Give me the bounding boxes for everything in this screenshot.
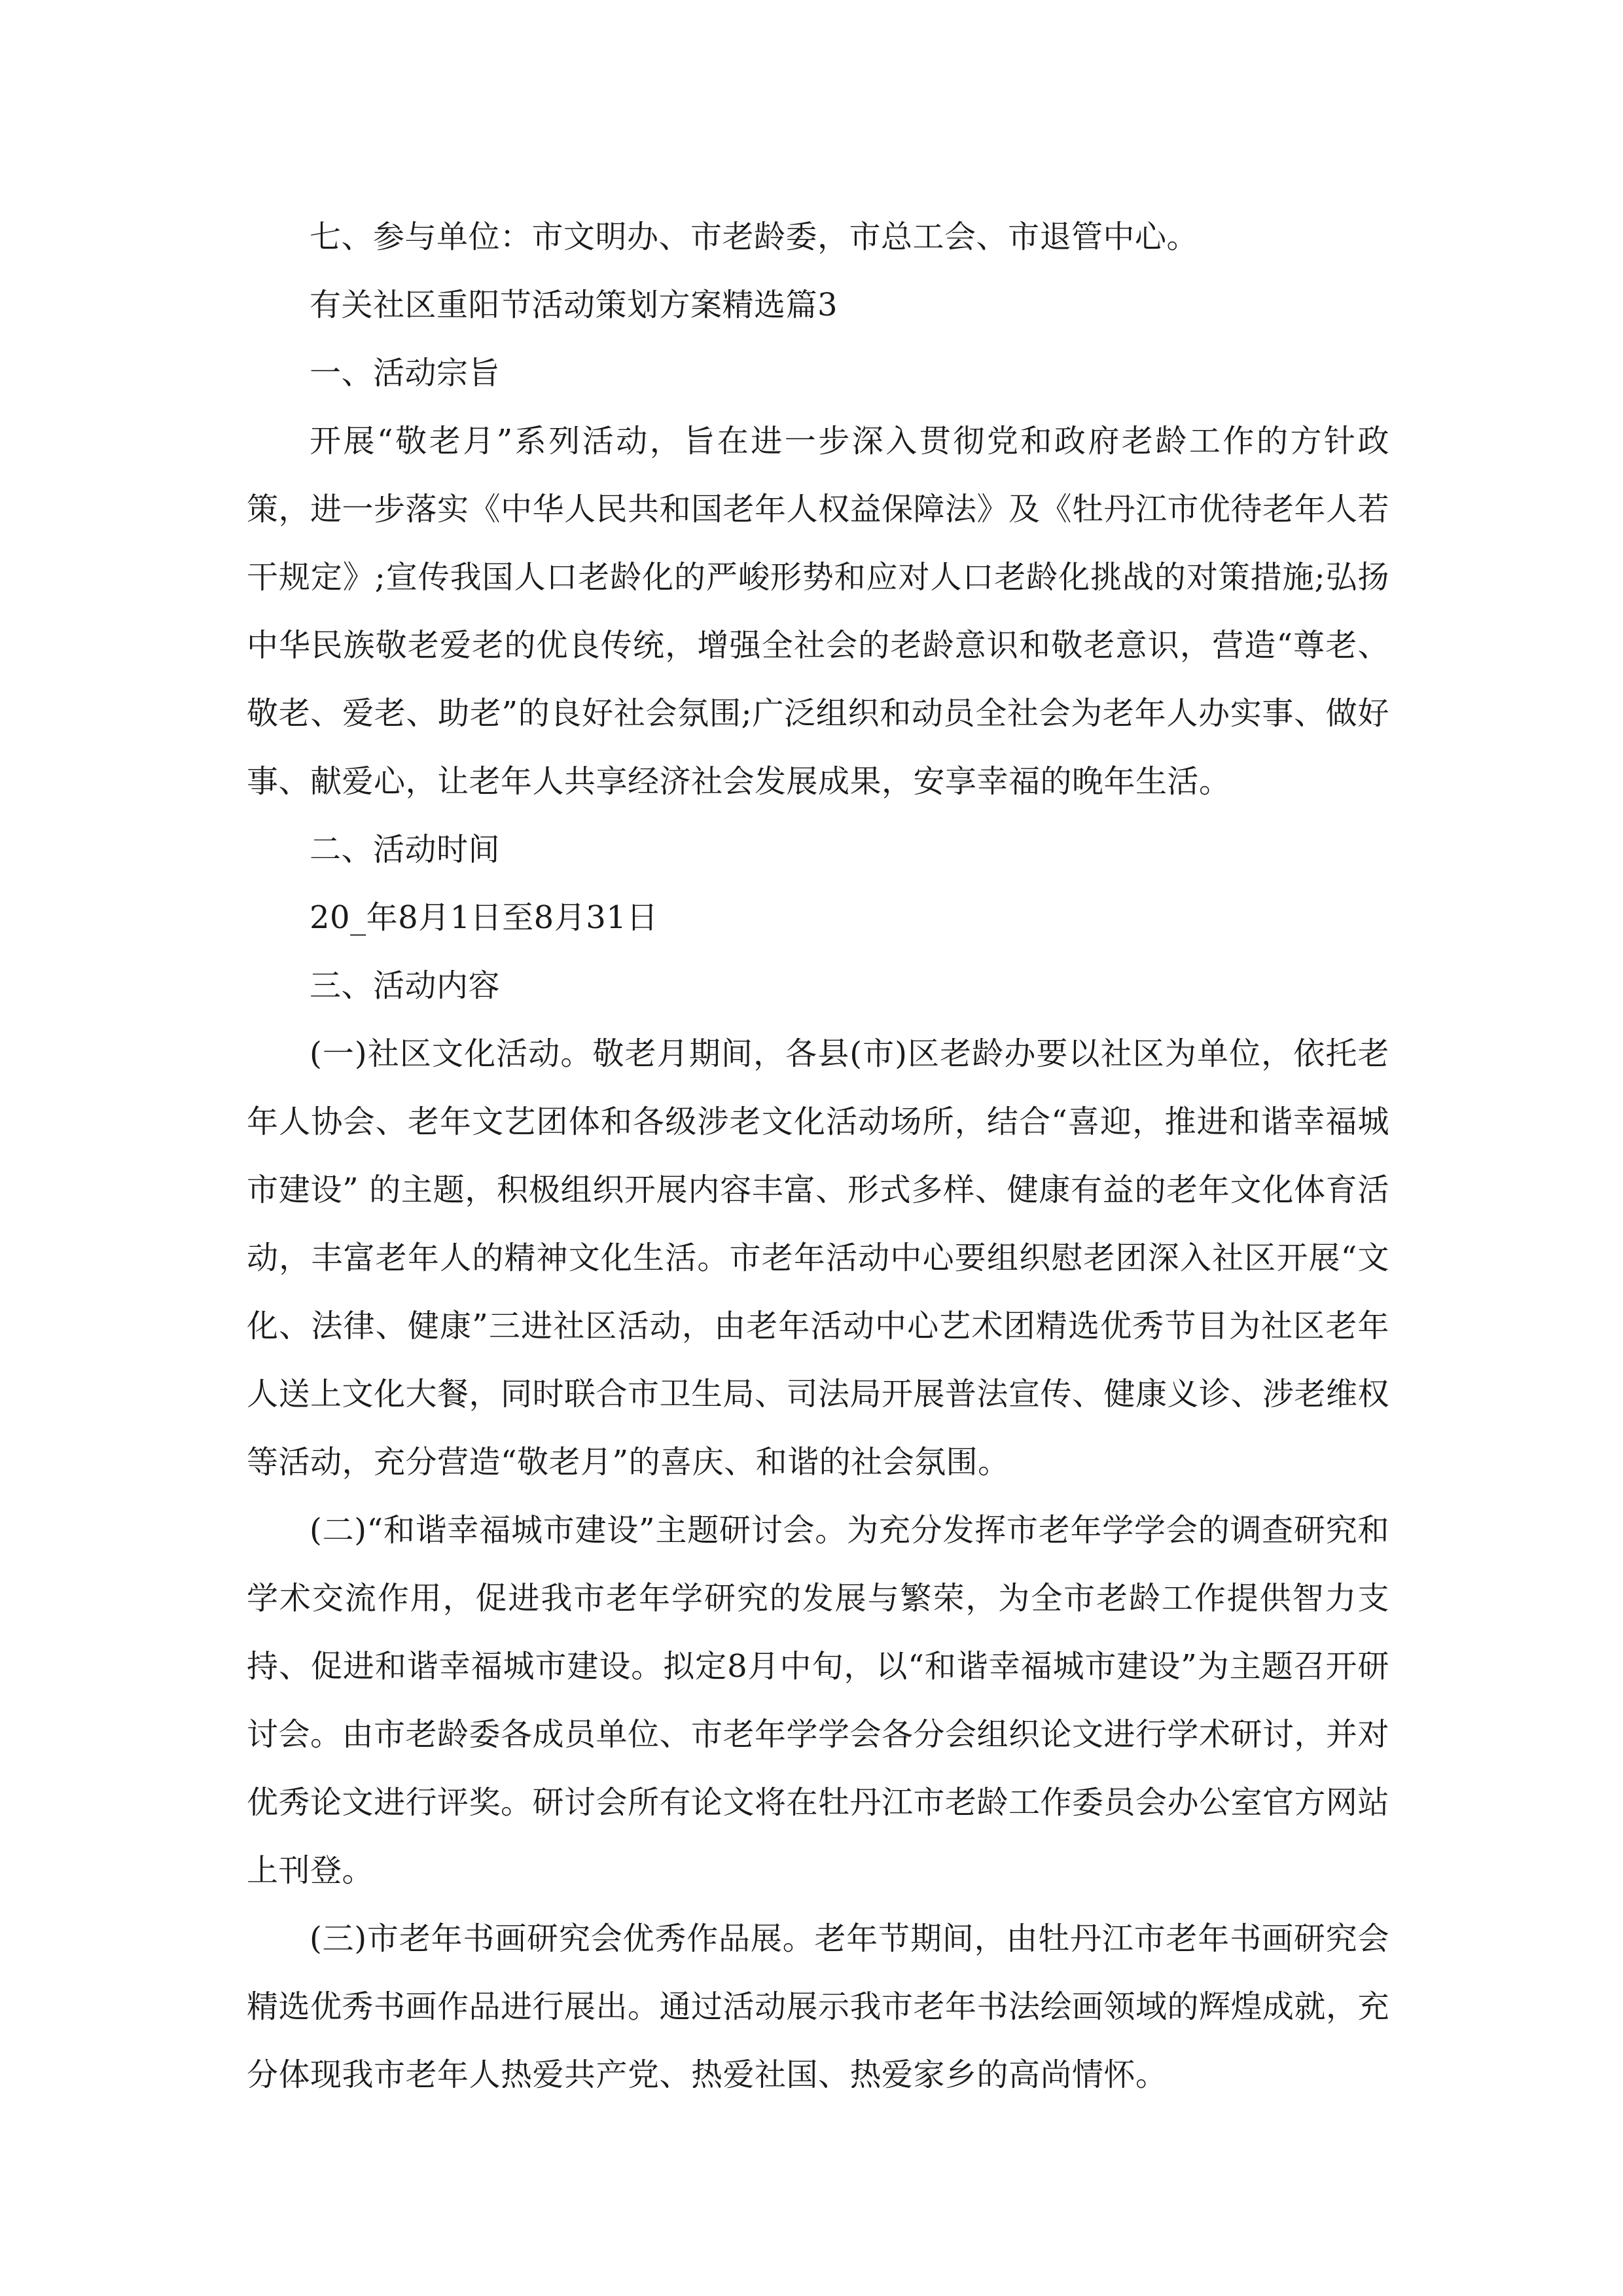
paragraph-community-culture: (一)社区文化活动。敬老月期间，各县(市)区老龄办要以社区为单位，依托老年人协会、老年文艺团体和各级涉老文化活动场所，结合“喜迎，推进和谐幸福城市建设” 的主题，积极组织开展内容丰富、形式多样、健康有益的老年文化体育活动，丰富老年人的精神文化生活。市老年活动中心要组织慰老团深入社区开展“文化、法律、健康”三进社区活动，由老年活动中心艺术团精选优秀节目为社区老年人送上文化大餐，同时联合市卫生局、司法局开展普法宣传、健康义诊、涉老维权等活动，充分营造“敬老月”的喜庆、和谐的社会氛围。 [247,1035,1390,1480]
paragraph-participating-units: 七、参与单位：市文明办、市老龄委，市总工会、市退管中心。 [310,219,1199,255]
heading-activity-time: 二、活动时间 [310,831,501,868]
paragraph-activity-purpose: 开展“敬老月”系列活动，旨在进一步深入贯彻党和政府老龄工作的方针政策，进一步落实《中华人民共和国老年人权益保障法》及《牡丹江市优待老年人若干规定》;宣传我国人口老龄化的严峻形势和应对人口老龄化挑战的对策措施;弘扬中华民族敬老爱老的优良传统，增强全社会的老龄意识和敬老意识，营造“尊老、敬老、爱老、助老”的良好社会氛围;广泛组织和动员全社会为老年人办实事、做好事、献爱心，让老年人共享经济社会发展成果，安享幸福的晚年生活。 [247,423,1390,800]
paragraph-activity-time: 20_年8月1日至8月31日 [310,899,658,936]
paragraph-calligraphy-exhibition: (三)市老年书画研究会优秀作品展。老年节期间，由牡丹江市老年书画研究会精选优秀书画作品进行展出。通过活动展示我市老年书法绘画领域的辉煌成就，充分体现我市老年人热爱共产党、热爱社国、热爱家乡的高尚情怀。 [247,1920,1390,2093]
heading-activity-content: 三、活动内容 [310,967,501,1004]
document-body [247,203,1389,2109]
heading-activity-purpose: 一、活动宗旨 [310,355,501,391]
paragraph-symposium: (二)“和谐幸福城市建设”主题研讨会。为充分发挥市老年学学会的调查研究和学术交流作用，促进我市老年学研究的发展与繁荣，为全市老龄工作提供智力支持、促进和谐幸福城市建设。拟定8月中旬，以“和谐幸福城市建设”为主题召开研讨会。由市老龄委各成员单位、市老年学学会各分会组织论文进行学术研讨，并对优秀论文进行评奖。研讨会所有论文将在牡丹江市老龄工作委员会办公室官方网站上刊登。 [247,1512,1390,1889]
section-title: 有关社区重阳节活动策划方案精选篇3 [310,287,838,323]
